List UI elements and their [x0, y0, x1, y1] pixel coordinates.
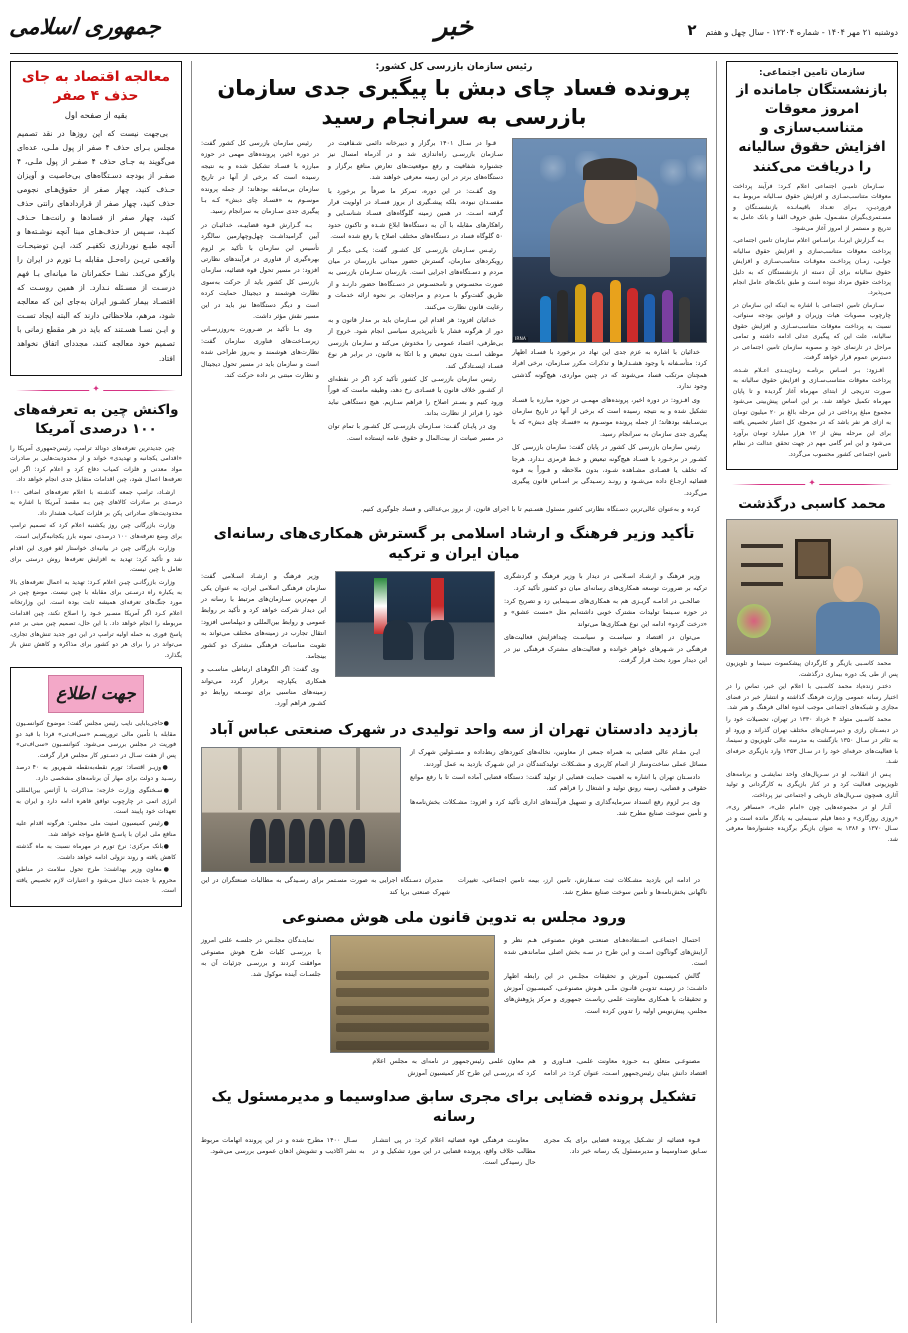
photo-parliament-hall	[330, 935, 495, 1053]
notice-item: ●وزیـر اقتصاد: تورم نقطه‌به‌نقطه شـهریور به ۴۰ درصد رسـید و دولت برای مهار آن برنامه‌های مشخصی دارد.	[16, 764, 176, 782]
paragraph: رئیس سازمان بازرسـی کل کشور تأکید کرد اگر در نقطه‌ای از کشـور خلاف قانون یا فسـادی رخ دهد، وظیفه ماست که فوراً ورود کنیم و بسـتر اصلاح را فراهم سـازیم. هیچ دستگاهی نباید خود را فراتر از نظارت بداند.	[328, 374, 503, 418]
page-number: ۲	[687, 21, 697, 39]
paragraph: وی بـا تأکید بر ضـرورت به‌روزرسـانی زیرسـاخت‌های فناوری سازمان گفت: نظارت‌های هوشمند و به‌روز طراحی شده است و سازمان باید در مسیر تحول دیجیتال و نظارت مبتنی بر داده حرکت کند.	[201, 325, 319, 379]
paragraph: می‌توان در اقتصاد و سیاسـت و سیاسـت چیدافزایش فعالیت‌های فرهنگی در شـهرهای خواهر خوانده و فعالیت‌های مشترک فرهنگی نیز در این دیدار مورد بحث قرار گرفت.	[504, 633, 707, 664]
center-story1-col2	[328, 138, 503, 446]
center-story4-headline: ورود مجلس به تدوین قانون ملی هوش مصنوعی	[282, 909, 626, 926]
paragraph: احتمال اجتماعـی اسـتفاده‌هـای صنعتـی هوش مصنوعی هـم نظر و آرایش‌های گوناگون اسـت و این طرح در سـه بخش اصلی ساماندهی شده است.	[504, 936, 707, 967]
photo-kasbi-portrait	[726, 519, 898, 655]
center-story5-body	[201, 1135, 707, 1169]
center-story5-headline: تشکیل پرونده قضایی برای مجری سابق صداوسیما و مدیرمسئول یک رسانه	[211, 1089, 697, 1126]
paragraph: وی افـزود: در دوره اخیر، پرونده‌های مهمـی در حوزه مبارزه با فسـاد تشکیل شده و به نتیجه رسیده است که برخی از آنها در تاریخ سازمان بی‌سـابقه بودهاند؛ از جمله پرونده موسـوم به «فسـاد چای دبش» که با پیگیری جدی سازمان به سرانجام رسید.	[512, 395, 707, 438]
left-story2-headline: محمد کاسبی درگذشت	[738, 495, 886, 512]
masthead	[10, 8, 898, 54]
photo-watermark: IRNA	[515, 337, 526, 343]
paragraph: وی گفـت: در این دوره، تمرکز ما صرفاً بر برخورد با مفسـدان نبوده، بلکه پیشـگیری از بروز فسـاد در اولویت قرار گرفته اسـت. در همین زمینه گلوگاه‌های فسـاد شناسـایی و راهکارهای مقابله با آن به دستگاه‌ها ابلاغ شـده و تاکنون حدود ۵۰ گلوگاه فساد در دستگاه‌های مختلف اصلاح یا رفع شده است.	[328, 186, 503, 241]
paragraph: محمد کاسـبی بازیگر و کارگردان پیشکسوت سینما و تلویزیون پس از طی یک دوره بیماری درگذشت.	[726, 660, 898, 678]
page-grid	[10, 61, 898, 1323]
right-story1-body	[17, 127, 175, 366]
right-story-economy-editorial	[10, 61, 182, 376]
right-column	[10, 61, 182, 1323]
right-story2-headline: واکنش چین به تعرفه‌های ۱۰۰ درصدی آمریکا	[13, 401, 179, 437]
center-story-judicial-case	[201, 1087, 707, 1169]
paragraph: کرده و به‌عنوان عالی‌ترین دسـتگاه نظارتی کشور مسئول هسـتیم تا با اجرای قانون، از بروز بی‌عدالتی و فساد جلوگیری کنیم.	[360, 505, 700, 514]
paragraph: وزیر فرهنگ و ارشـاد اسـلامی در دیدار با وزیر فرهنگ و گردشگری ترکیه بر ضرورت توسعه همکاری‌های رسانه‌ای میان دو کشور تأکید کرد.	[504, 572, 707, 592]
paragraph: سـال ۱۴۰۰ مطرح شده و در این پرونده اتهامات مربوط به نشر اکاذیب و تشویش اذهان عمومی بررسی می‌شود.	[201, 1135, 365, 1155]
paper-logo: جمهوری اسلامی	[8, 14, 163, 40]
left-story-social-security	[726, 61, 898, 470]
notice-item: ●سـخنگوی وزارت خارجه: مذاکرات با آژانس بین‌المللی انرژی اتمی در چارچوب توافق قاهره ادامه دارد و ایران به تعهدات خود پایبند است.	[16, 787, 176, 816]
center-story3-tail	[201, 875, 707, 900]
center-story1-tail	[201, 504, 707, 515]
photo-press-conference	[512, 138, 707, 343]
notice-box-for-information	[10, 667, 182, 907]
paragraph: آثـار او در مجموعه‌هایی چون «امام علی»، «مسافر ری»، «روزی روزگاری» و ده‌ها فیلم سـینمایی به یادگار مانده است و در سـال ۱۳۷۰ و ۱۳۸۶ به عنوان بازیگر برگزیده جشنواره‌ها معرفی شد.	[726, 804, 898, 843]
left-column	[726, 61, 898, 1323]
paragraph: سـازمان تامیـن اجتماعی اعلام کـرد: فرآیند پرداخت معوقات متناسب‌سـازی و افزایش حقوق سـالیانه مربوط بـه فروردیـن، بـرای تعـداد باقیمانـده بازنشسـتگان و مسـتمری‌بگیران مشـمول، طبق حروف الفبا و بانک عامل به تدریج و مستمر از امروز آغاز می‌شود.	[733, 182, 891, 232]
paragraph: ارشـاد، ترامپ جمعه گذشـته با اعلام تعرفه‌های اضافی ۱۰۰ درصدی بر صادرات کالاهای چین بـه مقصد آمریکا با اشاره به محدودیت‌های صادراتی پکن بر فلزات کمیاب هشدار داد.	[10, 488, 182, 517]
masthead-right-group	[687, 8, 898, 39]
notice-body	[16, 719, 176, 897]
paragraph: صالحـی در ادامـه گریـزی هم به همکاری‌های سـینمایی زد و تصریح کرد: در حوزه سـینما تولیدات مشترک خوبی داشته‌ایم مثل «مست عشق» و «درخت گردو» ادامه این نوع همکاری‌ها می‌تواند	[504, 596, 707, 628]
paragraph: گالش کمیسـیون آموزش و تحقیقات مجلـس در این رابطه اظهار داشـت: در زمینـه تدویـن قانـون ملـی هـوش مصنوعـی، کمیسـیون آموزش و تحقیقات با همکاری معاونت علمی ریاسـت جمهوری و مرکز پژوهش‌های مجلس، پیش‌نویس اولیه را تدوین کرده است.	[504, 972, 707, 1015]
center-story4-col-left	[504, 935, 707, 1019]
paragraph: رئیس سازمان بازرسی کل کشور گفت: در دوره اخیر، پرونده‌های مهمی در حوزه مبارزه با فسـاد تشکیل شده و به نتیجه رسیده است که برخی از آنها در تاریخ سازمان بی‌سابقه بودهاند؛ از جمله پرونده موسـوم به «فسـاد چای دبش» کـه بـا پیگیری جدی سـازمان به سرانجام رسید.	[201, 139, 319, 216]
left-story1-kicker: سازمان تامین اجتماعی:	[759, 68, 865, 78]
center-story-ai-law	[201, 908, 707, 1079]
left-story1-body	[733, 182, 891, 460]
paragraph: وزارت بازرگانی چین در بیانیه‌ای خواستار لغو فوری این اقدام شد و تأکید کرد: تهدید به افزایش تعرفه‌ها روش درستی برای تعامل با چین نیست.	[10, 545, 182, 574]
right-story2-body	[10, 444, 182, 661]
center-story3-col-left	[410, 747, 707, 821]
notice-item: ●حاجی‌بابایی نایب رئیس مجلس گفت: موضوع کنوانسـیون مقابله با تأمین مالی تروریسـم «سی‌اف‌تی» فردا با قید دو فوریت در مجلس بررسی می‌شود. کنوانسـیون «سی‌اف‌تی» پس از هفت سـال در دسـتور کار مجلس قرار گرفت.	[16, 720, 176, 759]
paragraph: ایـن مقـام عالی قضایی به همراه جمعی از معاونین، نخاله‌های کنوردهای ربط‌داده و مسـئولین شهرک از مسائل عملی ساخت‌وساز از اتمام کاربری و مشـکلات تولیدکنندگان در این شـهرک بازدید به عمل آوردند.	[410, 748, 707, 768]
notice-item: ●بانک مرکزی: نرخ تورم در مهرماه نسبت به ماه گذشته کاهش یافته و روند نزولی ادامه خواهد داشت.	[16, 843, 176, 861]
paragraph: مدیران دسـتگاه اجرایی به صورت مسـتمر برای رسـیدگی به مطالبات صنعتگران در این شهرک صنعتی برپا کند	[201, 876, 450, 896]
paragraph: رئیـس سـازمان بازرسـی کل کشـور گفت: یکـی دیگـر از رویکردهای سازمان، گسترش حضور میدانی بازرسان در میان مردم و دسـتگاه‌های اجرایی است. بازرسان سـازمان بازرسی به صورت محسـوس و نامحسـوس در دسـتگاه‌ها حضور دارنـد و از طریق گفت‌وگو با مـردم و مراجعان، بر نحوه ارائه خدمات و رعایت قانون نظارت می‌کنند.	[328, 245, 503, 311]
left-story2-body	[726, 659, 898, 845]
center-story-culture-minister	[201, 524, 707, 712]
paragraph: وی بـر لزوم رفع انسداد سرمایه‌گذاری و تسهیل فرآیندهای اداری تأکید کرد و افزود: مشـکلات بخش‌نامه‌ها و تأمین سوخت صنایع مطرح شد.	[410, 797, 707, 818]
paragraph: وی گفت: اگر الگوهـای ارتباطی مناسـب و همکاری یکپارچه برقرار گردد می‌تواند زمینه‌های مناسبی برای توسـعه روابط دو کشـور فراهم آورد.	[201, 665, 326, 708]
center-story2-col-right	[201, 571, 326, 712]
paragraph: چین جدیدترین تعرفه‌های دونالد ترامپ، رئیس‌جمهوری آمریکا را «اقدامی یکجانبه و تهدیدی» خواند و از محدودیت‌هایی بر صادرات مواد معدنی و فلزات کمیاب دفاع کرد و اعلام کرد: اگر این تعرفه‌ها اعمال شود، چین اقدامات متقابل جدی انجام خواهد داد.	[10, 444, 182, 484]
center-story4-tail	[201, 1056, 707, 1079]
right-story-china-tariffs	[10, 401, 182, 662]
paragraph: پـس از انقلاب، او در سـریال‌های واحد نمایشـی و برنامه‌های تلویزیونی فعالیت کرد و در کنار بازیگری به کارگردانی و تولید آثاری همچون سـریال‌های تاریخی و اجتماعی نیز پرداخت.	[726, 770, 898, 799]
center-story3-headline: بازدید دادستان تهران از سه واحد تولیدی در شهرک صنعتی عباس آباد	[209, 721, 699, 738]
notice-item: ●معاون وزیر بهداشت: طرح تحول سلامت در مناطق محروم با جدیت دنبال می‌شود و اعتبارات لازم تخصیص یافته است.	[16, 866, 176, 895]
paragraph: دادسـتان تهران با اشاره به اهمیت حمایت قضایی از تولید گفت: دستگاه قضایی آماده است تا با رفع موانع حقوقی و قضایی، زمینه رونق تولید و اشتغال را فراهم کند.	[410, 772, 707, 793]
left-story-kasbi-obituary	[726, 495, 898, 845]
photo-factory-visit	[201, 747, 401, 872]
notice-badge-calligraphy: جهت اطلاع	[48, 675, 144, 713]
paragraph: سـازمان تامین اجتماعی با اشاره به اینکه این سازمان در چارچوب مصوبات هیات وزیران و قوانین بودجه سنواتی، نسبت به پرداخت معوقات متناسب‌سـازی و افزایش حقوق سالیانه، علت این که پیگیری عدلی ادامه داشته و تمامی مراحل در تارنمای خود و مصوبه سازمان تامین اجتماعی در دسترس عموم قرار خواهد گرفت.	[733, 301, 891, 362]
paragraph: دختـر زنده‌یاد محمد کاسـبی با اعلام این خبر، تماس را در اختیار رسانه عمومی وزارت فرهنگ گذاشته و انتشار خبر در فضای مجازی و شبکه‌های اجتماعی موجب اندوه اهالی فرهنگ و هنر شد.	[726, 683, 898, 711]
paragraph: مصنوعـی متعلق بـه حـوزه معاونت علمی، فنـاوری و اقتصاد دانش بنیان رئیس‌جمهور اسـت، عنوان کرد: در ادامه هم معاون علمی رئیس‌جمهور در نامه‌ای به مجلس اعلام کرد که بررسـی این طرح کار کمیسیون آموزش	[372, 1057, 707, 1077]
right-story1-jump-note: بقیه از صفحه اول	[64, 110, 128, 121]
decorative-divider	[10, 384, 182, 396]
paragraph: وزارت بازرگانی چین روز یکشنبه اعلام کرد که تصمیم ترامپ برای وضع تعرفه‌های ۱۰۰ درصدی، نمونه بارز یکجانبه‌گرایی است.	[10, 522, 182, 540]
paragraph: بـه گـزارش ایرنـا، براسـاس اعلام سازمان تامین اجتماعی، پرداخت معوقات متناسب‌سازی و افزایش حقوق سالیانه جولـی، زمـان پرداخـت معوقـات متناسب‌سـازی و افزایش حقوق سالیانه برای آن دسته از بازنشستگان که به دلیل پرداخت حقوق مرداد نبوده است و طبق بانک‌های عامل انجام می‌پذیرد.	[733, 237, 891, 297]
center-story2-col-left	[504, 571, 707, 668]
center-column	[191, 61, 717, 1323]
paragraph: وزارت بازرگانـی چیـن اعلام کـرد: تهدید به اعمال تعرفه‌های بالا به یکباره راه درسـتی برای مقابله با چین نیست. موضع چین در مورد جنگ‌های تعرفه‌ای همیشه ثابت بوده است. این وزارتخانه اعلام کـرد اگر آمریکا مسـیر خـود را اصلاح نکند، چین اقدامات مربوطه را انجام خواهد داد. با این حال، تصمیم چین مبنی بر عدم پاسخ فوری به حمله اولیه ترامپ در این دور جدید تنش‌های تجاری، می‌تواند در را برای هر دو کشور برای مذاکره و کاهش تنش باز بگذارد.	[10, 578, 182, 659]
paragraph: خدائیان افزود: هر اقدام این سـازمان باید بر مدار قانون و به دور از هرگونه فشار یا تأثیرپذیری سیاسی انجام شود. خروج از بی‌طرفی، اعتماد عمومی را مخدوش می‌کند و سازمان بازرسی موظف اسـت بدون تبعیض و با اتکا به قانون، در برابر هر نوع فسـاد ایسـتادگی کند.	[328, 315, 503, 370]
center-story-inspection-organization	[201, 61, 707, 516]
paragraph: وزیر فرهنگ و ارشـاد اسـلامی گفت: سازمان فرهنگی اسلامی ایران، به عنوان یکی از مهم‌ترین سـازمان‌های مرتبط با رسانه در این دیدار شرکت خواهد کرد و تأکید بر روابط عمومی و روابط بین‌المللی و دیپلماسی افزود: انتقال تجارب در زمینه‌های مختلف می‌تواند به تقویت مناسبات فرهنگی مشترک دو کشور بینجامد.	[201, 572, 326, 660]
paragraph: معاونـت فرهنگی قوه قضائیه اعلام کرد: در پی انتشـار مطالب خلاف واقع، پرونده قضایی در این مورد تشکیل و در حال رسیدگی است.	[372, 1135, 536, 1167]
paragraph: بـه گـزارش قـوه قضاییـه، خدائیـان در آیین گرامیداشـت چهل‌وچهارمین سالگرد تأسیس این سازمان با تأکید بر لزوم بهره‌گیری از فناوری در فرآیندهای نظارتی افزود: در مسیر تحول قوه قضائیه، سازمان بازرسی کل کشور باید از حرکت به‌سوی نظارت هوشمند و دیجیتال حمایت کرده است و دیگر دستگاه‌ها نیز باید در این مسیر نقش مؤثر داشت.	[201, 220, 319, 320]
paragraph: رئیس سازمان بازرسی کل کشور در پایان گفت: سازمان بازرسی کل کشـور در برخـورد با فسـاد هیچ‌گونه تبعیض و خـط قرمزی نـدارد. هرجا که تخلف یا قصـادی مشـاهده شـود، بدون ملاحظه و فـوراً به قـوه قضائیه ارجـاع داده می‌شـود و رونـد رسـیدگی بر اسـاس قانون پیگیری می‌گردد.	[512, 443, 707, 497]
center-story1-headline: پرونده فساد چای دبش با پیگیری جدی سازمان بازرسی به سرانجام رسید	[217, 76, 691, 129]
center-story1-kicker: رئیس سازمان بازرسی کل کشور:	[375, 61, 533, 72]
center-story1-col1	[512, 347, 707, 499]
decorative-divider	[726, 478, 898, 490]
dateline: دوشنبه ۲۱ مهر ۱۴۰۴ - شماره ۱۲۲۰۴ - سال چهل و هفتم	[705, 27, 898, 37]
paragraph: قـوه قضائیه از تشـکیل پرونده قضایی برای یک مجری سـابق صداوسیما و مدیرمسئول یک رسانه خبر داد.	[543, 1135, 707, 1155]
paragraph: نماینـدگان مجلـس در جلسـه علنی امروز با بررسـی کلیات طرح هوش مصنوعی موافقت کردند و بررسـی جزئیات آن به جلسـات آینده موکول شد.	[201, 936, 321, 979]
paragraph: افـزود: بـر اسـاس برنامـه زمان‌بنـدی اعـلام شـده، پرداخت معوقات متناسب‌سـازی و افزایش حقوق سالیانه به صورت تدریجی از ابتدای مهرماه آغاز گردیده و تا پایان مهرماه تکمیل خواهد شد. بر این اساس پیش‌بینی می‌شود مجموع مبلغ پرداختی در این مرحله بالغ بر ۲۰ میلیون تومان به ازای هر نفر باشد که در مجموع، کل اعتبار تخصیص یافته برای این مرحله بیش از ۱۲ هزار میلیارد تومان برآورد می‌شود و این امر گامی مهم در جهت تحقق عدالت در نظام تامین اجتماعی کشور محسوب می‌گردد.	[733, 366, 891, 458]
right-story1-headline: معالجه اقتصاد به جای حذف ۴ صفر	[21, 69, 171, 104]
paragraph: محمد کاسـبی متولد ۴ خرداد ۱۳۳۰ در تهران، تحصیلات خود را در دبسـتان رازی و دبیرسـتان‌های مختلف تهران گذراند و ورود او به تئاتر در سـال ۱۳۵۰ بازگشت به مدرسه عالی تلویزیون و سینما، با فعالیت‌های حرفه‌ای خود را در سـال ۱۳۵۳ وارد بازیگری حرفه‌ای شـد.	[726, 716, 898, 766]
paragraph: قـوا در سـال ۱۴۰۱ برگزار و دبیرخانه دائمی شـفافیت در سـازمان بازرسـی راه‌اندازی شد و در آذرماه امسال نیز جشنواره شفافیت و رفع موقعیت‌های تعارض منافع برگزار و دستگاه‌های برتر در این زمینه معرفی خواهند شد.	[328, 139, 503, 182]
photo-minister-meeting	[335, 571, 495, 677]
paragraph: وی در پایـان گفـت: سـازمان بازرسـی کل کشـور با تمام توان در مسیر صیانت از بیت‌المال و حقوق عامه ایستاده است.	[328, 422, 503, 442]
center-story2-headline: تأکید وزیر فرهنگ و ارشاد اسلامی بر گسترش همکاری‌های رسانه‌ای میان ایران و ترکیه	[213, 525, 695, 562]
center-story4-col-right	[201, 935, 321, 983]
section-name: خبر	[434, 12, 474, 42]
paragraph: در ادامه این بازدید مشـکلات ثبت سـفارش، تامین ارز، بیمه تامین اجتماعی، تغییرات ناگهانی بخش‌نامه‌ها و تأمین سوخت صنایع مطرح شد.	[458, 876, 707, 896]
paragraph: خدائیان با اشاره به عزم جدی این نهاد در برخورد با فسـاد اظهار کرد: متأسـفانه با وجود هشـدارها و تذکرات مکرر سـازمان، برخی افراد همچنان مرتکب فساد می‌شوند که در چنین مواردی، هیچ‌گونه گذشتی وجود ندارد.	[512, 348, 707, 391]
center-story1-col3	[201, 138, 319, 383]
paragraph: بی‌جهت نیست که این روزها در نقد تصمیم مجلس بـرای حذف ۴ صفر از پول ملـی، عده‌ای می‌گویند به جـای حذف ۴ صفـر از پول ملـی، ۴ صفـر از بودجه دسـتگاه‌های بی‌خاصیت و آویزان حـذف کنید، چهار صفر از حقوق‌هـای نجومی حذف کنید، چهار صفر از قراردادهای رانتی حذف کنید، چهار صفر از فسادها و رانت‌هـا حـذف کنیـد، سـپس از حذف‌هـای مبنا آنچه نوشـته‌ها و آنچه طبـع نوردارزی تکفیـر کند، ایـن توضیحـات واقعـی تریـن راه‌حـل مقابله بـا تورم در ایران را بازگو می‌کند. نشـا حکمرانان ما میانه‌ای بـا فهم درسـت از مسـئله نـدارد. از همین روسـت که اقتصـاد بیمار کشـور ایران به‌جای این که معالجه شود، مرهم، ملاحظاتی دارند که البته ایجاد تسـت و ایـن نسـا هسـتند که باید در هر مقطع زمانی با تصمیم خود معالجه کنند، مجددای اتفاق نخواهد افتاد.	[17, 128, 175, 363]
left-story1-headline: بازنشستگان جامانده از امروز معوقات متناسب‌سازی و افزایش حقوق سالیانه را دریافت می‌کنند	[736, 82, 888, 175]
center-story-prosecutor-visit	[201, 720, 707, 900]
notice-item: ●رئیس کمیسیون امنیت ملی مجلس: هرگونه اقدام علیه منافع ملی ایران با پاسـخ قاطع مواجه خواهد شد.	[16, 820, 176, 838]
